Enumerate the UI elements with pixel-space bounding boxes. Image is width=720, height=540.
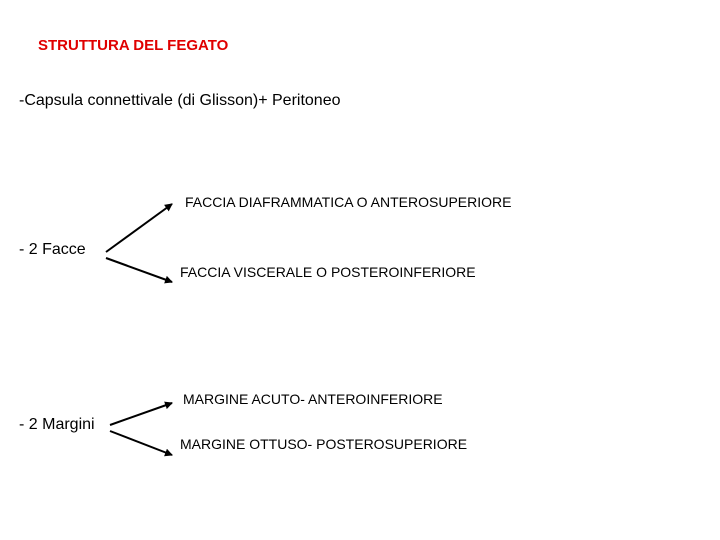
facce-item-diaframmatica: FACCIA DIAFRAMMATICA O ANTEROSUPERIORE	[185, 194, 512, 210]
arrow-facce-up	[106, 204, 172, 252]
arrow-margini-up	[110, 403, 172, 425]
margini-item-ottuso: MARGINE OTTUSO- POSTEROSUPERIORE	[180, 436, 468, 452]
margini-label: - 2 Margini	[19, 416, 95, 433]
capsula-line: -Capsula connettivale (di Glisson)+ Peritoneo	[19, 92, 341, 109]
margini-item-acuto: MARGINE ACUTO- ANTEROINFERIORE	[183, 391, 443, 407]
page-title: STRUTTURA DEL FEGATO	[38, 37, 229, 54]
facce-item-viscerale: FACCIA VISCERALE O POSTEROINFERIORE	[180, 264, 476, 280]
arrow-facce-down	[106, 258, 172, 282]
facce-label: - 2 Facce	[19, 241, 86, 258]
arrow-margini-down	[110, 431, 172, 455]
